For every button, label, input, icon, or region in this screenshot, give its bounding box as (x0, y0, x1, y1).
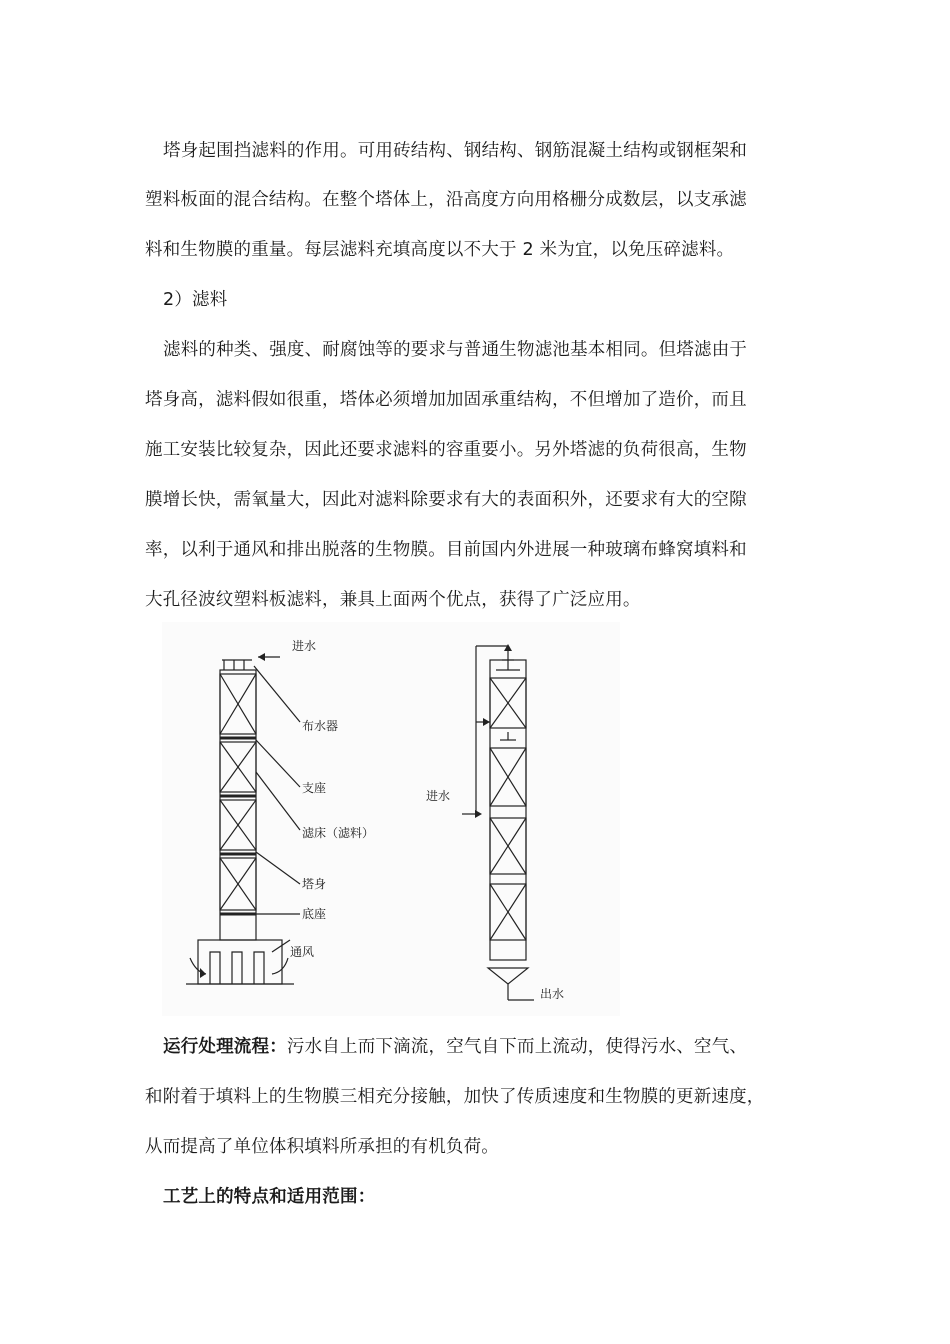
paragraph-line: 塑料板面的混合结构。在整个塔体上，沿高度方向用格栅分成数层，以支承滤 (145, 190, 747, 210)
section-heading-filter: 2）滤料 (163, 290, 228, 310)
paragraph-line: 料和生物膜的重量。每层滤料充填高度以不大于 2 米为宜，以免压碎滤料。 (145, 240, 735, 260)
label-tower-body: 塔身 (302, 877, 327, 891)
label-distributor: 布水器 (302, 719, 339, 733)
paragraph-line: 滤料的种类、强度、耐腐蚀等的要求与普通生物滤池基本相同。但塔滤由于 (163, 340, 748, 360)
features-heading: 工艺上的特点和适用范围： (163, 1187, 376, 1207)
label-inlet-right: 进水 (426, 789, 451, 803)
label-base: 底座 (302, 907, 327, 921)
paragraph-line: 率，以利于通风和排出脱落的生物膜。目前国内外进展一种玻璃布蜂窝填料和 (145, 540, 747, 560)
label-outlet: 出水 (540, 987, 565, 1001)
paragraph-line: 大孔径波纹塑料板滤料，兼具上面两个优点，获得了广泛应用。 (145, 590, 641, 610)
label-support: 支座 (302, 781, 327, 795)
tower-filter-diagram (162, 622, 620, 1016)
label-inlet-left: 进水 (292, 639, 317, 653)
paragraph-line: 和附着于填料上的生物膜三相充分接触，加快了传质速度和生物膜的更新速度， (145, 1087, 765, 1107)
paragraph-line: 施工安装比较复杂，因此还要求滤料的容重要小。另外塔滤的负荷很高，生物 (145, 440, 747, 460)
paragraph-line: 塔身高，滤料假如很重，塔体必须增加加固承重结构，不但增加了造价，而且 (145, 390, 747, 410)
paragraph-line: 从而提高了单位体积填料所承担的有机负荷。 (145, 1137, 499, 1157)
paragraph-line: 塔身起围挡滤料的作用。可用砖结构、钢结构、钢筋混凝土结构或钢框架和 (163, 141, 748, 161)
label-ventilation: 通风 (290, 945, 315, 959)
diagram-svg (162, 622, 620, 1016)
paragraph-line: 膜增长快，需氧量大，因此对滤料除要求有大的表面积外，还要求有大的空隙 (145, 490, 747, 510)
process-line (163, 1035, 747, 1059)
label-filter-bed: 滤床（滤料） (302, 826, 375, 840)
process-label: 运行处理流程： (163, 1037, 287, 1057)
process-text: 污水自上而下滴流，空气自下而上流动，使得污水、空气、 (286, 1037, 748, 1057)
